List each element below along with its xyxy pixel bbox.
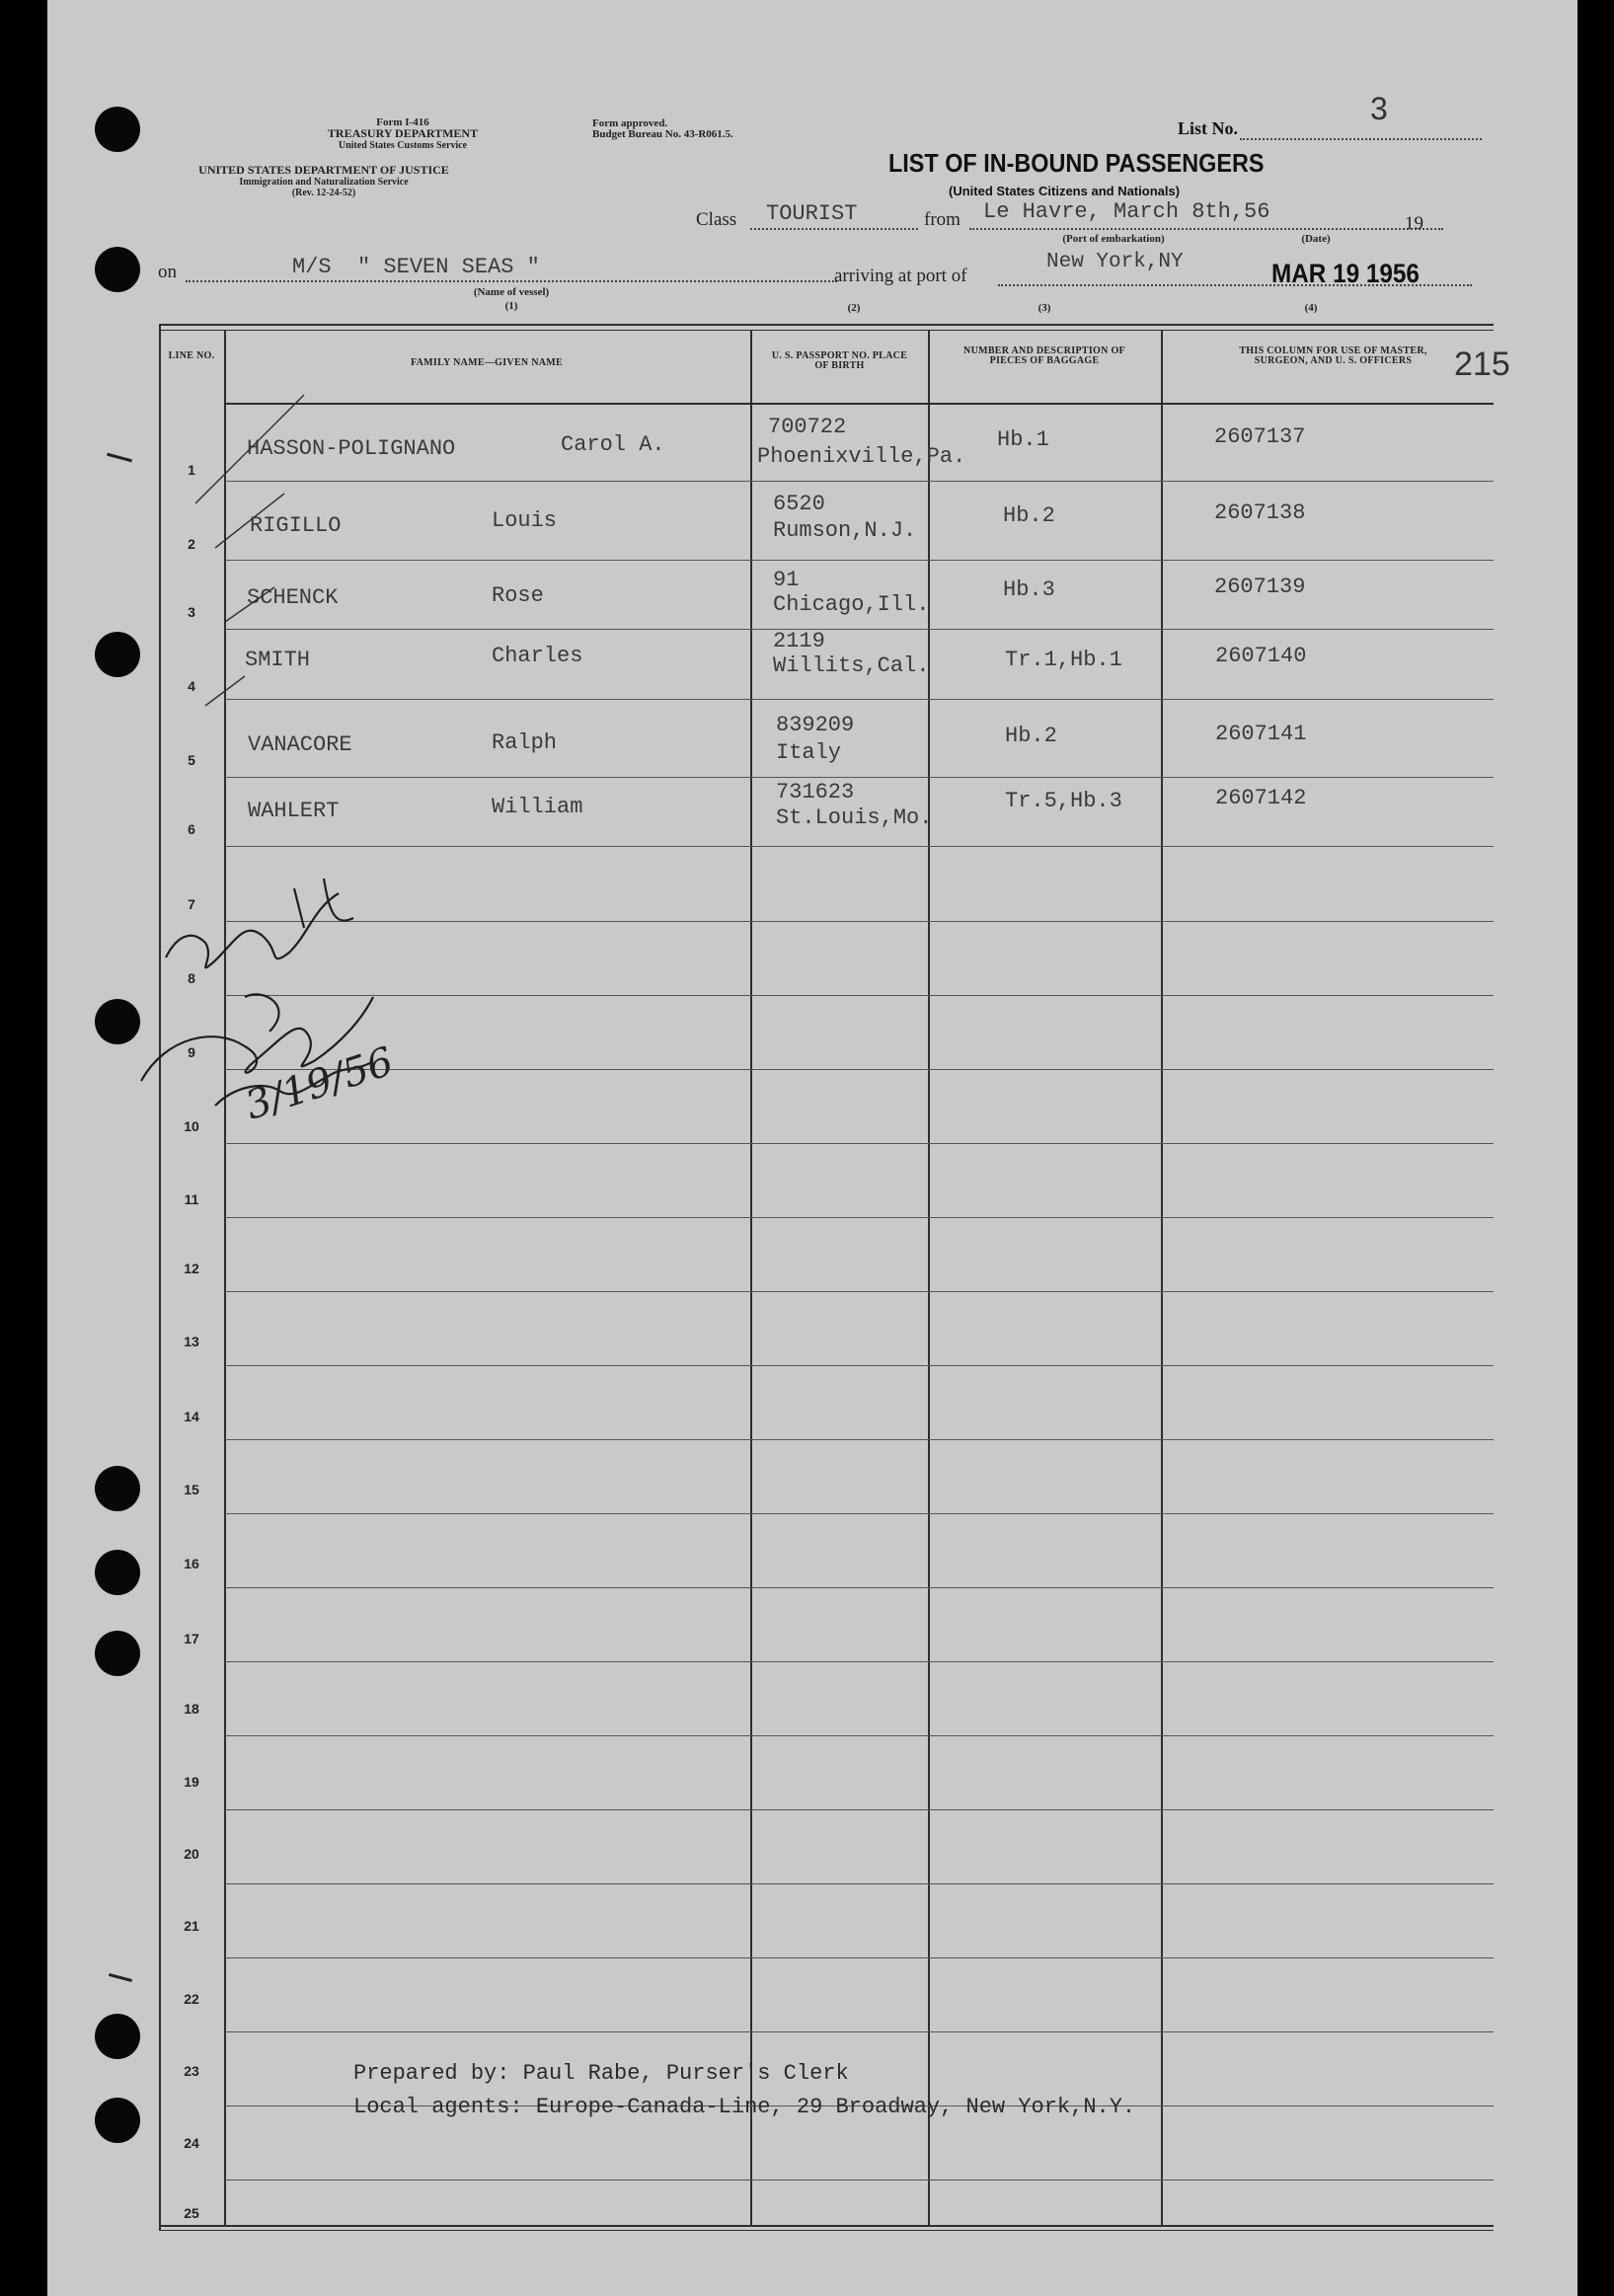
- port-value: Le Havre, March 8th,56: [983, 199, 1270, 224]
- baggage: Hb.2: [1005, 724, 1057, 748]
- line-number: 7: [188, 896, 195, 912]
- line-number: 25: [184, 2205, 199, 2221]
- line-number: 9: [188, 1044, 195, 1060]
- document-title: LIST OF IN-BOUND PASSENGERS: [888, 148, 1265, 178]
- line-number: 14: [184, 1409, 199, 1424]
- passport-no: 91: [773, 568, 800, 592]
- officer-number: 2607138: [1214, 500, 1306, 525]
- line-number: 13: [184, 1334, 199, 1349]
- budget-bureau: Budget Bureau No. 43-R061.5.: [592, 128, 733, 140]
- row-divider: [225, 481, 1494, 482]
- port-caption: (Port of embarkation): [1062, 233, 1165, 245]
- row-divider: [225, 1735, 1494, 1736]
- header-bottom-border: [225, 403, 1494, 405]
- form-number: Form I-416: [376, 116, 429, 128]
- birthplace: St.Louis,Mo.: [776, 805, 933, 830]
- row-divider: [225, 1513, 1494, 1514]
- on-label: on: [158, 262, 177, 282]
- vessel-line: [186, 280, 837, 282]
- document-subtitle: (United States Citizens and Nationals): [949, 184, 1181, 198]
- customs-service: United States Customs Service: [338, 140, 468, 151]
- punch-hole: [95, 107, 140, 152]
- line-number: 11: [184, 1191, 199, 1207]
- punch-hole: [95, 2014, 140, 2059]
- punch-hole: [95, 1631, 140, 1676]
- passport-no: 2119: [773, 629, 825, 653]
- date-caption: (Date): [1301, 233, 1331, 245]
- handwritten-date: 3/19/56: [240, 1038, 399, 1129]
- row-divider: [225, 1439, 1494, 1440]
- given-name: Rose: [492, 583, 544, 608]
- punch-hole: [95, 2098, 140, 2143]
- officer-number: 2607141: [1215, 722, 1307, 746]
- handwritten-check-marks: [186, 375, 383, 770]
- family-name: SCHENCK: [247, 585, 339, 610]
- document-page: [47, 0, 1577, 2296]
- margin-tick: [107, 453, 132, 463]
- col-header-baggage: NUMBER AND DESCRIPTION OF PIECES OF BAGGAGE: [963, 345, 1125, 366]
- col-num-3: (3): [1038, 302, 1051, 314]
- family-name: HASSON-POLIGNANO: [247, 436, 456, 461]
- passport-no: 839209: [776, 713, 855, 737]
- class-line: [750, 228, 918, 230]
- name-divider: [750, 330, 752, 2227]
- line-number: 23: [184, 2063, 199, 2079]
- passport-no: 700722: [768, 415, 847, 439]
- baggage: Hb.1: [997, 427, 1049, 452]
- line-number: 19: [184, 1774, 199, 1790]
- row-divider: [225, 560, 1494, 561]
- justice-dept: UNITED STATES DEPARTMENT OF JUSTICE: [198, 163, 449, 177]
- form-revision: (Rev. 12-24-52): [291, 188, 356, 198]
- row-divider: [225, 1365, 1494, 1366]
- given-name: Louis: [492, 508, 558, 533]
- birthplace: Phoenixville,Pa.: [757, 444, 966, 469]
- table-left-border: [159, 326, 161, 2231]
- birthplace: Willits,Cal.: [773, 653, 930, 678]
- col-header-officers: THIS COLUMN FOR USE OF MASTER, SURGEON, AND U. S. OFFICERS: [1239, 345, 1427, 366]
- officer-number: 2607137: [1214, 424, 1306, 449]
- vessel-caption: (Name of vessel): [473, 286, 550, 298]
- baggage: Tr.5,Hb.3: [1005, 789, 1122, 813]
- punch-hole: [95, 632, 140, 677]
- given-name: Charles: [492, 644, 583, 668]
- row-divider: [225, 1587, 1494, 1588]
- punch-hole: [95, 247, 140, 292]
- baggage: Hb.3: [1003, 577, 1055, 602]
- immigration-service: Immigration and Naturalization Service: [239, 177, 409, 188]
- line-number: 24: [184, 2135, 199, 2151]
- from-label: from: [924, 209, 961, 230]
- passport-no: 6520: [773, 492, 825, 516]
- line-number: 1: [188, 462, 195, 478]
- col-num-1: (1): [504, 300, 518, 312]
- margin-tick: [109, 1973, 132, 1982]
- list-no-value: 3: [1370, 91, 1388, 126]
- line-number: 20: [184, 1846, 199, 1862]
- col-num-4: (4): [1304, 302, 1318, 314]
- table-bottom-border-2: [159, 2230, 1494, 2231]
- list-no-label: List No.: [1178, 118, 1239, 138]
- officer-number: 2607140: [1215, 644, 1307, 668]
- local-agents: Local agents: Europe-Canada-Line, 29 Broadway, New York,N.Y.: [353, 2095, 1136, 2119]
- row-divider: [225, 1661, 1494, 1662]
- form-approved: Form approved.: [592, 117, 668, 129]
- line-number: 16: [184, 1556, 199, 1571]
- arrival-port: New York,NY: [1046, 251, 1184, 273]
- line-number: 21: [184, 1918, 199, 1934]
- officer-number: 2607142: [1215, 786, 1307, 810]
- col-header-name: FAMILY NAME—GIVEN NAME: [410, 357, 563, 368]
- family-name: SMITH: [245, 648, 311, 672]
- line-number: 12: [184, 1261, 199, 1276]
- treasury-dept: TREASURY DEPARTMENT: [327, 126, 479, 140]
- given-name: William: [492, 795, 583, 819]
- row-divider: [225, 1291, 1494, 1292]
- table-top-border-inner: [159, 330, 1494, 331]
- table-bottom-border: [159, 2225, 1494, 2227]
- baggage: Hb.2: [1003, 503, 1055, 528]
- line-number: 4: [188, 678, 195, 694]
- arrival-date-stamp: MAR 19 1956: [1271, 259, 1420, 288]
- row-divider: [225, 1809, 1494, 1810]
- port-line: [969, 228, 1443, 230]
- year-prefix: 19: [1405, 213, 1423, 234]
- line-number: 18: [184, 1701, 199, 1717]
- row-divider: [225, 2180, 1494, 2181]
- row-divider: [225, 1883, 1494, 1884]
- birthplace: Chicago,Ill.: [773, 592, 930, 617]
- line-number: 17: [184, 1631, 199, 1646]
- passport-no: 731623: [776, 780, 855, 804]
- col-header-line-no: LINE NO.: [168, 350, 215, 361]
- prepared-by: Prepared by: Paul Rabe, Purser's Clerk: [353, 2061, 849, 2086]
- family-name: RIGILLO: [250, 513, 342, 538]
- row-divider: [225, 1217, 1494, 1218]
- col-header-passport: U. S. PASSPORT NO. PLACE OF BIRTH: [771, 350, 908, 371]
- birthplace: Rumson,N.J.: [773, 518, 917, 543]
- line-number: 5: [188, 752, 195, 768]
- given-name: Carol A.: [561, 432, 665, 457]
- table-top-border: [159, 324, 1494, 326]
- vessel-value: M/S " SEVEN SEAS ": [292, 255, 540, 279]
- row-divider: [225, 1957, 1494, 1958]
- line-number: 2: [188, 536, 195, 552]
- line-number: 6: [188, 821, 195, 837]
- birthplace: Italy: [776, 740, 842, 765]
- col-num-2: (2): [847, 302, 861, 314]
- row-divider: [225, 699, 1494, 700]
- line-number: 15: [184, 1482, 199, 1497]
- line-number: 10: [184, 1118, 199, 1134]
- row-divider: [225, 846, 1494, 847]
- arriving-label: arriving at port of: [834, 266, 967, 286]
- punch-hole: [95, 1466, 140, 1511]
- list-no-line: [1240, 138, 1482, 140]
- class-label: Class: [696, 209, 737, 230]
- row-divider: [225, 777, 1494, 778]
- officer-number: 2607139: [1214, 574, 1306, 599]
- given-name: Ralph: [492, 730, 558, 755]
- row-divider: [225, 629, 1494, 630]
- row-divider: [225, 2031, 1494, 2032]
- family-name: VANACORE: [248, 732, 352, 757]
- line-number: 8: [188, 970, 195, 986]
- baggage: Tr.1,Hb.1: [1005, 648, 1122, 672]
- baggage-divider: [1161, 330, 1163, 2227]
- margin-number: 215: [1454, 345, 1510, 383]
- line-number: 22: [184, 1991, 199, 2007]
- family-name: WAHLERT: [248, 799, 340, 823]
- line-number: 3: [188, 604, 195, 620]
- class-value: TOURIST: [766, 201, 858, 226]
- punch-hole: [95, 1550, 140, 1595]
